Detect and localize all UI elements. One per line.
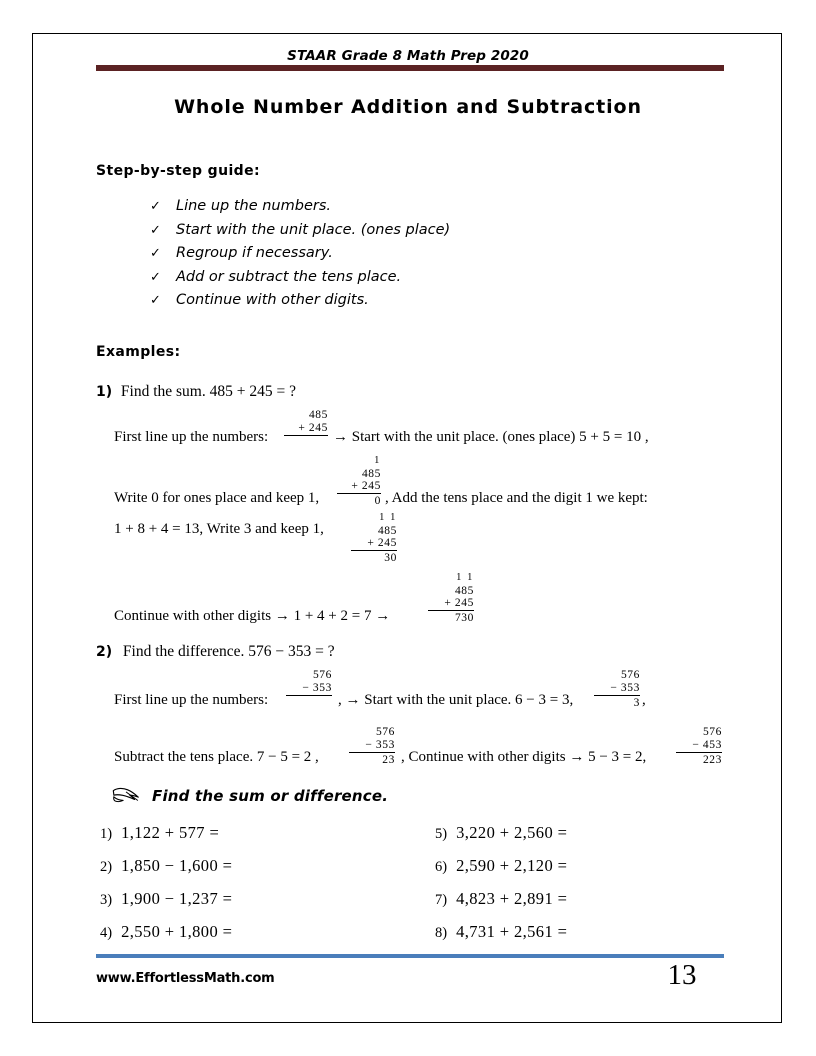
subtraction-stack-4: [676, 726, 722, 766]
footer-website: www.EffortlessMath.com: [96, 971, 275, 986]
stack-carry: 1 1: [379, 512, 397, 523]
example-2-number: 2): [96, 644, 113, 660]
example-1-prompt: [96, 383, 296, 401]
stack-result: 30: [384, 552, 397, 565]
page-number: 13: [667, 959, 697, 991]
quill-pen-icon: [112, 787, 140, 805]
practice-item-text: 3,220 + 2,560 =: [456, 823, 568, 842]
stack-result: 3: [633, 696, 640, 709]
list-item: [150, 222, 710, 246]
stack-addend: 485: [361, 467, 381, 480]
check-mark-icon: ✓: [150, 222, 161, 238]
example-1-line-1-after: → Start with the unit place. (ones place) 5 + 5 = 10 ,: [333, 429, 649, 445]
stack-operand: − 353: [349, 739, 395, 753]
stack-operand: + 245: [351, 537, 397, 551]
subtraction-stack-2: [594, 669, 640, 709]
practice-item-number: 1): [100, 826, 113, 842]
list-item-label: Line up the numbers.: [176, 198, 331, 214]
list-item-label: Start with the unit place. (ones place): [176, 221, 451, 238]
check-mark-icon: ✓: [150, 269, 161, 285]
example-2-line-2-before: Subtract the tens place. 7 − 5 = 2 ,: [114, 749, 319, 765]
addition-stack-4: [428, 572, 474, 625]
practice-item-text: 1,122 + 577 =: [121, 823, 220, 842]
practice-item-8: [435, 922, 567, 942]
addition-stack-3: [351, 512, 397, 565]
example-1-line-2-before: Write 0 for ones place and keep 1,: [114, 490, 320, 506]
stack-addend: 485: [454, 584, 474, 597]
list-item-label: Continue with other digits.: [176, 292, 369, 308]
example-1-number: 1): [96, 384, 113, 400]
practice-item-text: 2,590 + 2,120 =: [456, 856, 568, 875]
stack-addend: 576: [375, 726, 395, 738]
stack-operand: + 245: [428, 597, 474, 611]
list-item-label: Regroup if necessary.: [176, 245, 333, 261]
addition-stack-2: [337, 455, 381, 508]
stack-operand: − 353: [286, 682, 332, 696]
practice-item-text: 2,550 + 1,800 =: [121, 922, 233, 941]
stack-addend: 576: [702, 726, 722, 738]
example-2-line-1-before: First line up the numbers:: [114, 692, 269, 708]
example-1-line-3-before: 1 + 8 + 4 = 13, Write 3 and keep 1,: [114, 521, 324, 537]
practice-item-2: [100, 856, 232, 876]
stack-operand: − 453: [676, 739, 722, 753]
practice-item-text: 1,850 − 1,600 =: [121, 856, 233, 875]
stack-addend: 576: [620, 669, 640, 681]
practice-item-number: 3): [100, 892, 113, 908]
guide-checklist: [150, 198, 710, 316]
example-2-line-1-middle: , → Start with the unit place. 6 − 3 = 3,: [338, 692, 574, 708]
stack-operand: − 353: [594, 682, 640, 696]
practice-item-3: [100, 889, 232, 909]
stack-result: 0: [374, 495, 381, 508]
check-mark-icon: ✓: [150, 246, 161, 261]
example-2-prompt-text: Find the difference. 576 − 353 = ?: [122, 643, 335, 660]
practice-item-text: 4,731 + 2,561 =: [456, 922, 568, 941]
check-mark-icon: ✓: [150, 199, 161, 214]
stack-operand: + 245: [337, 480, 381, 494]
guide-heading: Step-by-step guide:: [96, 163, 260, 179]
list-item: [150, 198, 710, 222]
practice-item-1: [100, 823, 219, 843]
practice-item-text: 4,823 + 2,891 =: [456, 889, 568, 908]
practice-heading: [112, 787, 388, 805]
example-1-line-1-before: First line up the numbers:: [114, 429, 269, 445]
practice-item-number: 4): [100, 925, 113, 941]
stack-addend: 485: [308, 409, 328, 421]
stack-addend: 576: [312, 669, 332, 681]
practice-item-6: [435, 856, 567, 876]
example-2-line-1-after: ,: [642, 692, 646, 708]
examples-heading: Examples:: [96, 344, 181, 360]
practice-item-5: [435, 823, 567, 843]
check-mark-icon: ✓: [150, 293, 161, 308]
list-item: [150, 245, 710, 269]
example-2-prompt: [96, 643, 335, 661]
subtraction-stack-1: [286, 669, 332, 696]
stack-carry: 1 1: [456, 572, 474, 583]
practice-item-number: 7): [435, 892, 448, 908]
practice-item-4: [100, 922, 232, 942]
practice-item-7: [435, 889, 567, 909]
addition-stack-1: [284, 409, 328, 436]
stack-result: 730: [454, 612, 474, 625]
header-rule: [96, 65, 724, 71]
example-1-line-4-before: Continue with other digits → 1 + 4 + 2 = 7 →: [114, 608, 391, 624]
subtraction-stack-3: [349, 726, 395, 766]
list-item: [150, 269, 710, 293]
practice-item-number: 8): [435, 925, 448, 941]
list-item: [150, 292, 710, 316]
running-header: STAAR Grade 8 Math Prep 2020: [287, 48, 529, 64]
practice-item-text: 1,900 − 1,237 =: [121, 889, 233, 908]
page-title: Whole Number Addition and Subtraction: [174, 96, 642, 118]
example-2-line-2-middle: , Continue with other digits → 5 − 3 = 2,: [401, 749, 647, 765]
practice-item-number: 6): [435, 859, 448, 875]
list-item-label: Add or subtract the tens place.: [176, 268, 402, 285]
stack-result: 223: [702, 753, 722, 766]
stack-result: 23: [382, 753, 395, 766]
practice-item-number: 5): [435, 826, 448, 842]
footer-rule: [96, 954, 724, 958]
example-1-line-2-after: , Add the tens place and the digit 1 we kept:: [385, 490, 648, 506]
stack-operand: + 245: [284, 422, 328, 436]
practice-item-number: 2): [100, 859, 113, 875]
example-1-prompt-text: Find the sum. 485 + 245 = ?: [120, 383, 296, 400]
practice-heading-label: Find the sum or difference.: [152, 787, 389, 805]
stack-carry: 1: [374, 455, 381, 466]
stack-addend: 485: [377, 524, 397, 537]
